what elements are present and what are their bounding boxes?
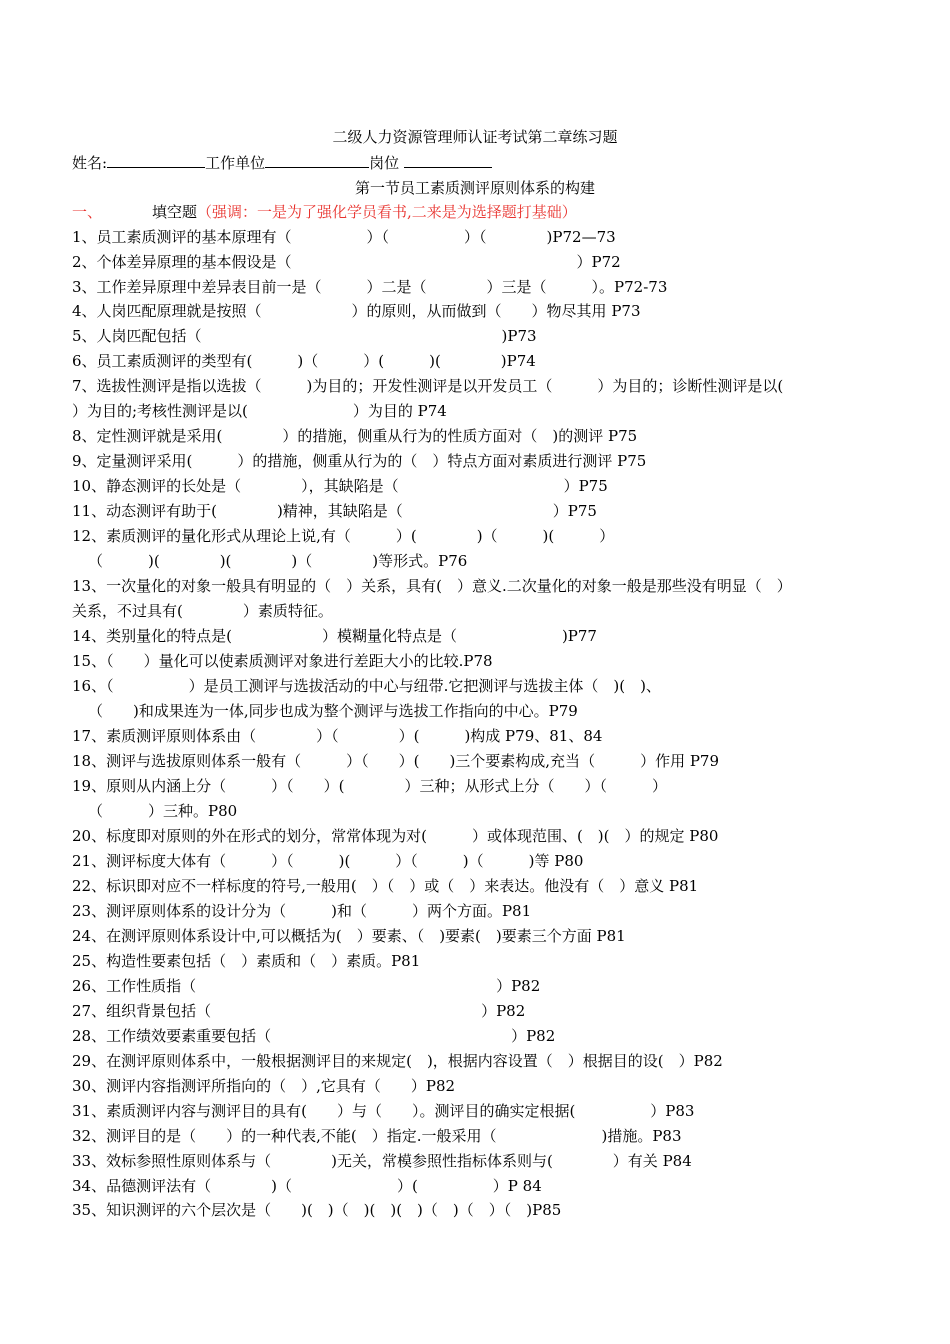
- question-item: [72, 424, 892, 449]
- question-item: [72, 1049, 892, 1074]
- question-continuation: （ )和成果连为一体,同步也成为整个测评与选拔工作指向的中心。P79: [88, 701, 578, 720]
- section-title: 第一节员工素质测评原则体系的构建: [354, 179, 595, 197]
- question-item: [72, 324, 892, 349]
- question-continuation: ）为目的;考核性测评是以( ）为目的 P74: [72, 401, 447, 420]
- document-title: 二级人力资源管理师认证考试第二章练习题: [332, 128, 618, 146]
- question-text: 4、人岗匹配原理就是按照（ ）的原则，从而做到（ ）物尽其用 P73: [72, 302, 641, 320]
- question-continuation: （ ）三种。P80: [88, 801, 238, 820]
- question-continuation: （ )( )( )（ )等形式。P76: [88, 551, 468, 570]
- question-text: 20、标度即对原则的外在形式的划分，常常体现为对( ）或体现范围、( )( ）的规定 P80: [72, 827, 719, 845]
- question-item: [72, 299, 892, 324]
- question-text: 35、知识测评的六个层次是（ )( )（ )( )( )（ )（ ）（ )P85: [72, 1201, 562, 1219]
- question-text: 7、选拔性测评是指以选拔（ )为目的；开发性测评是以开发员工（ ）为目的；诊断性测评是以(: [72, 377, 784, 395]
- question-item: [72, 974, 892, 999]
- question-text: 2、个体差异原理的基本假设是（ ）P72: [72, 253, 621, 271]
- question-text: 32、测评目的是（ ）的一种代表,不能( ）指定.一般采用（ )措施。P83: [72, 1127, 682, 1145]
- question-item: [72, 524, 892, 574]
- unit-label: 工作单位: [205, 154, 266, 172]
- question-text: 15、（ ）量化可以使素质测评对象进行差距大小的比较.P78: [72, 652, 493, 670]
- question-item: [72, 474, 892, 499]
- question-text: 22、标识即对应不一样标度的符号,一般用( ）（ ）或（ ）来表达。他没有（ ）意义 P81: [72, 877, 699, 895]
- question-text: 29、在测评原则体系中，一般根据测评目的来规定( )，根据内容设置（ ）根据目的设( ）P82: [72, 1052, 723, 1070]
- question-text: 14、类别量化的特点是( ）模糊量化特点是（ )P77: [72, 627, 597, 645]
- question-item: [72, 1174, 892, 1199]
- heading-label: 填空题: [152, 203, 198, 221]
- question-text: 3、工作差异原理中差异表目前一是（ ）二是（ ）三是（ ）。P72-73: [72, 278, 668, 296]
- question-text: 1、员工素质测评的基本原理有（ ）（ ）（ )P72—73: [72, 228, 616, 246]
- question-text: 19、原则从内涵上分（ ）（ ）( ）三种；从形式上分（ ）（ ）: [72, 777, 667, 795]
- question-item: [72, 674, 892, 724]
- question-item: [72, 949, 892, 974]
- question-text: 30、测评内容指测评所指向的（ ）,它具有（ ）P82: [72, 1077, 456, 1095]
- question-text: 11、动态测评有助于( )精神，其缺陷是（ ）P75: [72, 502, 597, 520]
- question-item: [72, 774, 892, 824]
- question-item: [72, 824, 892, 849]
- post-label: 岗位: [369, 154, 400, 172]
- question-item: [72, 225, 892, 250]
- question-item: [72, 849, 892, 874]
- question-heading: [72, 200, 577, 224]
- question-text: 17、素质测评原则体系由（ ）（ ）( )构成 P79、81、84: [72, 727, 603, 745]
- question-item: [72, 899, 892, 924]
- question-text: 26、工作性质指（ ）P82: [72, 977, 541, 995]
- question-item: [72, 374, 892, 424]
- question-item: [72, 999, 892, 1024]
- question-text: 27、组织背景包括（ ）P82: [72, 1002, 526, 1020]
- question-text: 8、定性测评就是采用( ）的措施，侧重从行为的性质方面对（ )的测评 P75: [72, 427, 638, 445]
- unit-blank: [265, 150, 369, 168]
- question-item: [72, 275, 892, 300]
- question-text: 23、测评原则体系的设计分为（ )和（ ）两个方面。P81: [72, 902, 532, 920]
- question-text: 12、素质测评的量化形式从理论上说,有（ ）( )（ )( ）: [72, 527, 615, 545]
- question-text: 25、构造性要素包括（ ）素质和（ ）素质。P81: [72, 952, 421, 970]
- name-label: 姓名:: [72, 154, 108, 172]
- question-item: [72, 749, 892, 774]
- question-text: 31、素质测评内容与测评目的具有( ）与（ ）。测评目的确实定根据( ）P83: [72, 1102, 695, 1120]
- question-text: 34、品德测评法有（ )（ ）( ）P 84: [72, 1177, 542, 1195]
- question-item: [72, 250, 892, 275]
- question-text: 9、定量测评采用( ）的措施，侧重从行为的（ ）特点方面对素质进行测评 P75: [72, 452, 647, 470]
- question-text: 13、一次量化的对象一般具有明显的（ ）关系，具有( ）意义.二次量化的对象一般是那些没有明显（ ）: [72, 577, 792, 595]
- info-line: [72, 150, 492, 175]
- name-blank: [107, 150, 205, 168]
- question-item: [72, 649, 892, 674]
- question-item: [72, 1198, 892, 1223]
- question-text: 21、测评标度大体有（ ）（ )( ）（ )（ )等 P80: [72, 852, 584, 870]
- question-item: [72, 349, 892, 374]
- question-item: [72, 1074, 892, 1099]
- heading-number: 一、: [72, 203, 103, 221]
- question-text: 28、工作绩效要素重要包括（ ）P82: [72, 1027, 556, 1045]
- question-item: [72, 449, 892, 474]
- question-item: [72, 1024, 892, 1049]
- question-item: [72, 499, 892, 524]
- question-item: [72, 574, 892, 624]
- question-text: 5、人岗匹配包括（ )P73: [72, 327, 537, 345]
- question-continuation: 关系，不过具有( ）素质特征。: [72, 601, 333, 620]
- question-item: [72, 624, 892, 649]
- question-item: [72, 1124, 892, 1149]
- question-item: [72, 874, 892, 899]
- question-item: [72, 1149, 892, 1174]
- question-text: 16、（ ）是员工测评与选拔活动的中心与纽带.它把测评与选拔主体（ )( )、: [72, 677, 661, 695]
- question-item: [72, 724, 892, 749]
- question-item: [72, 924, 892, 949]
- heading-note: （强调：一是为了强化学员看书,二来是为选择题打基础）: [197, 203, 577, 221]
- question-text: 6、员工素质测评的类型有( )（ ）( )( )P74: [72, 352, 536, 370]
- question-text: 10、静态测评的长处是（ ），其缺陷是（ ）P75: [72, 477, 608, 495]
- question-text: 33、效标参照性原则体系与（ )无关，常模参照性指标体系则与( ）有关 P84: [72, 1152, 692, 1170]
- question-item: [72, 1099, 892, 1124]
- post-blank: [404, 150, 492, 168]
- question-text: 24、在测评原则体系设计中,可以概括为( ）要素、（ )要素( )要素三个方面 P81: [72, 927, 626, 945]
- question-text: 18、测评与选拔原则体系一般有（ ）（ ）( )三个要素构成,充当（ ）作用 P79: [72, 752, 720, 770]
